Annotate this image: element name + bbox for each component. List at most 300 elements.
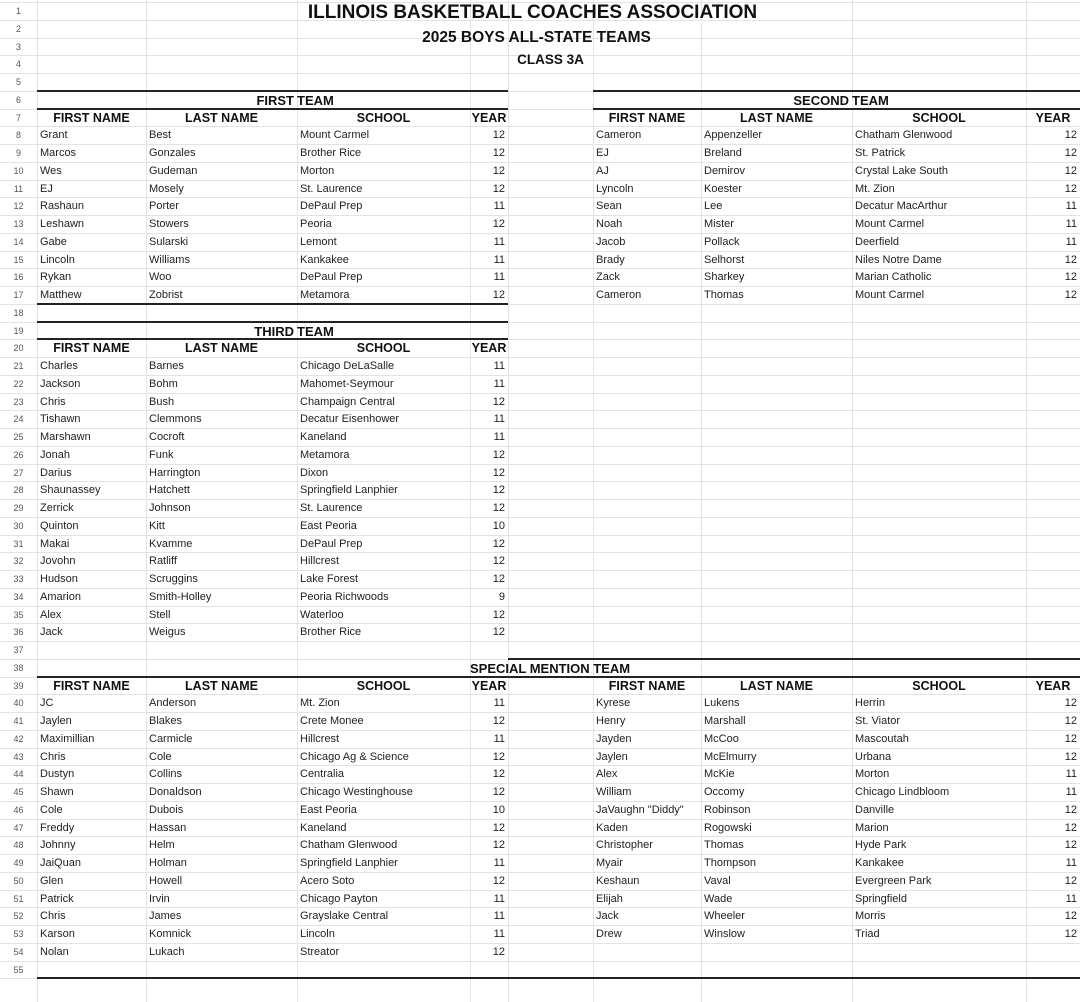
cell-last-name[interactable]: Demirov: [704, 164, 745, 177]
cell-last-name[interactable]: Koester: [704, 182, 742, 195]
cell-year[interactable]: 12: [492, 821, 505, 834]
cell-school[interactable]: Metamora: [300, 448, 350, 461]
cell-school[interactable]: Hillcrest: [300, 732, 340, 745]
row-number[interactable]: 47: [13, 822, 24, 833]
cell-first-name[interactable]: Lincoln: [40, 253, 75, 266]
cell-year[interactable]: 12: [492, 147, 505, 159]
cell-year[interactable]: 11: [493, 732, 505, 745]
cell-year[interactable]: 9: [498, 590, 505, 603]
third-team-label-suffix[interactable]: TEAM: [297, 323, 334, 339]
row-number[interactable]: 30: [13, 520, 24, 531]
cell-first-name[interactable]: Christopher: [596, 839, 653, 852]
cell-last-name[interactable]: McElmurry: [704, 750, 757, 763]
cell-year[interactable]: 11: [493, 235, 505, 248]
cell-last-name[interactable]: Occomy: [704, 786, 745, 798]
cell-year[interactable]: 12: [492, 874, 505, 887]
cell-first-name[interactable]: Tishawn: [40, 413, 81, 426]
cell-school[interactable]: Hyde Park: [855, 839, 907, 852]
cell-school[interactable]: Chicago Lindbloom: [855, 786, 950, 798]
cell-last-name[interactable]: Pollack: [704, 235, 740, 248]
column-header-first[interactable]: FIRST NAME: [53, 341, 130, 356]
cell-first-name[interactable]: Freddy: [40, 821, 75, 834]
cell-last-name[interactable]: Thomas: [704, 289, 744, 301]
row-number[interactable]: 12: [13, 201, 24, 212]
cell-school[interactable]: Morton: [300, 164, 335, 177]
cell-first-name[interactable]: EJ: [40, 182, 53, 195]
cell-last-name[interactable]: Irvin: [149, 892, 170, 905]
cell-year[interactable]: 12: [1064, 253, 1077, 266]
cell-last-name[interactable]: Smith-Holley: [149, 590, 212, 603]
cell-last-name[interactable]: Gonzales: [149, 147, 196, 159]
cell-year[interactable]: 12: [492, 537, 505, 550]
cell-last-name[interactable]: Wade: [704, 892, 733, 905]
row-number[interactable]: 16: [13, 272, 24, 283]
cell-last-name[interactable]: Breland: [704, 147, 742, 159]
cell-first-name[interactable]: Gabe: [40, 235, 67, 248]
cell-year[interactable]: 12: [492, 502, 505, 514]
cell-school[interactable]: St. Patrick: [855, 147, 906, 159]
cell-school[interactable]: Mascoutah: [855, 732, 909, 745]
row-number[interactable]: 15: [13, 254, 24, 265]
cell-year[interactable]: 12: [1064, 289, 1077, 301]
cell-first-name[interactable]: Jaylen: [596, 750, 628, 763]
cell-year[interactable]: 12: [492, 750, 505, 763]
cell-last-name[interactable]: Mosely: [149, 182, 184, 195]
cell-school[interactable]: Kaneland: [300, 821, 347, 834]
cell-year[interactable]: 11: [1065, 786, 1077, 798]
cell-year[interactable]: 12: [492, 466, 505, 479]
column-header-first[interactable]: FIRST NAME: [53, 110, 130, 125]
cell-last-name[interactable]: Bohm: [149, 377, 178, 390]
row-number[interactable]: 14: [13, 236, 24, 247]
cell-first-name[interactable]: Shaunassey: [40, 484, 101, 497]
cell-last-name[interactable]: Stowers: [149, 218, 189, 230]
column-header-school[interactable]: SCHOOL: [356, 341, 411, 356]
cell-year[interactable]: 12: [1064, 147, 1077, 159]
cell-school[interactable]: Dixon: [300, 466, 329, 479]
cell-year[interactable]: 11: [1065, 235, 1077, 248]
cell-year[interactable]: 11: [493, 697, 505, 710]
cell-school[interactable]: Marion: [855, 821, 889, 834]
cell-first-name[interactable]: Glen: [40, 874, 64, 887]
cell-school[interactable]: Lincoln: [300, 928, 335, 940]
cell-first-name[interactable]: Jacob: [596, 235, 626, 248]
cell-first-name[interactable]: Jack: [596, 910, 619, 923]
row-number[interactable]: 22: [13, 378, 24, 389]
column-header-year[interactable]: YEAR: [1035, 678, 1071, 693]
cell-last-name[interactable]: Harrington: [149, 466, 201, 479]
row-number[interactable]: 17: [13, 290, 24, 300]
cell-first-name[interactable]: Shawn: [40, 786, 74, 798]
cell-last-name[interactable]: Lukens: [704, 697, 740, 710]
cell-first-name[interactable]: Rashaun: [40, 200, 85, 213]
cell-year[interactable]: 12: [492, 768, 505, 781]
cell-year[interactable]: 12: [1064, 732, 1077, 745]
cell-school[interactable]: Grayslake Central: [300, 910, 389, 923]
cell-first-name[interactable]: Jayden: [596, 732, 632, 745]
cell-last-name[interactable]: Cole: [149, 750, 172, 763]
cell-year[interactable]: 11: [1065, 857, 1077, 869]
cell-year[interactable]: 11: [493, 413, 505, 426]
third-team-label[interactable]: THIRD: [254, 323, 294, 339]
cell-school[interactable]: Urbana: [855, 750, 892, 763]
cell-school[interactable]: Mt. Zion: [300, 697, 340, 710]
cell-first-name[interactable]: Karson: [40, 928, 75, 940]
cell-first-name[interactable]: Zerrick: [40, 502, 74, 514]
row-number[interactable]: 37: [13, 645, 24, 655]
row-number[interactable]: 2: [15, 23, 21, 34]
cell-school[interactable]: Chicago DeLaSalle: [300, 360, 395, 372]
column-header-last[interactable]: LAST NAME: [185, 678, 258, 693]
cell-year[interactable]: 11: [493, 253, 505, 266]
cell-school[interactable]: St. Laurence: [300, 502, 363, 514]
cell-last-name[interactable]: Rogowski: [704, 821, 752, 834]
cell-school[interactable]: Brother Rice: [300, 147, 362, 159]
cell-school[interactable]: Kankakee: [855, 857, 904, 869]
cell-school[interactable]: Crete Monee: [300, 715, 364, 727]
cell-year[interactable]: 10: [492, 803, 505, 816]
cell-school[interactable]: Morton: [855, 768, 890, 781]
cell-year[interactable]: 12: [492, 289, 505, 301]
cell-last-name[interactable]: Ratliff: [149, 555, 177, 568]
cell-first-name[interactable]: Cameron: [596, 129, 642, 142]
cell-school[interactable]: East Peoria: [300, 519, 357, 532]
column-header-last[interactable]: LAST NAME: [740, 110, 813, 125]
cell-first-name[interactable]: Johnny: [40, 839, 76, 852]
cell-last-name[interactable]: Porter: [149, 200, 179, 213]
cell-school[interactable]: Acero Soto: [300, 874, 355, 887]
cell-year[interactable]: 12: [1064, 182, 1077, 195]
cell-last-name[interactable]: Weigus: [149, 626, 186, 639]
cell-last-name[interactable]: Thomas: [704, 839, 744, 852]
row-number[interactable]: 6: [15, 94, 21, 105]
cell-year[interactable]: 12: [492, 164, 505, 177]
cell-school[interactable]: Lake Forest: [300, 573, 359, 585]
cell-year[interactable]: 12: [1064, 750, 1077, 763]
column-header-school[interactable]: SCHOOL: [912, 110, 966, 125]
cell-first-name[interactable]: Patrick: [40, 892, 74, 905]
cell-last-name[interactable]: Selhorst: [704, 253, 745, 266]
cell-first-name[interactable]: Elijah: [596, 892, 623, 905]
cell-first-name[interactable]: Noah: [596, 218, 623, 230]
column-header-first[interactable]: FIRST NAME: [53, 678, 130, 693]
row-number[interactable]: 8: [15, 130, 21, 141]
row-number[interactable]: 43: [13, 751, 24, 762]
cell-year[interactable]: 12: [1064, 874, 1077, 887]
row-number[interactable]: 42: [13, 733, 24, 744]
cell-last-name[interactable]: Vaval: [704, 874, 731, 887]
cell-year[interactable]: 11: [493, 928, 505, 940]
cell-year[interactable]: 10: [492, 519, 505, 532]
row-number[interactable]: 40: [13, 698, 24, 709]
cell-school[interactable]: Evergreen Park: [855, 874, 932, 887]
cell-first-name[interactable]: Chris: [40, 395, 66, 408]
cell-school[interactable]: Streator: [300, 945, 340, 958]
row-number[interactable]: 13: [13, 219, 24, 229]
cell-last-name[interactable]: Best: [149, 129, 172, 142]
cell-school[interactable]: Mahomet-Seymour: [300, 377, 394, 390]
cell-first-name[interactable]: Jonah: [40, 448, 70, 461]
column-header-last[interactable]: LAST NAME: [185, 341, 258, 356]
cell-last-name[interactable]: Thompson: [704, 857, 756, 869]
row-number[interactable]: 25: [13, 432, 24, 442]
row-number[interactable]: 18: [13, 307, 24, 318]
cell-year[interactable]: 12: [1064, 164, 1077, 177]
cell-first-name[interactable]: Kyrese: [596, 697, 631, 710]
cell-year[interactable]: 12: [1064, 821, 1077, 834]
row-number[interactable]: 51: [13, 893, 24, 904]
second-team-label-suffix[interactable]: TEAM: [852, 92, 889, 108]
row-number[interactable]: 24: [13, 414, 24, 425]
cell-school[interactable]: Kaneland: [300, 431, 347, 443]
cell-year[interactable]: 12: [1064, 715, 1077, 727]
cell-school[interactable]: Niles Notre Dame: [855, 253, 942, 266]
row-number[interactable]: 31: [13, 538, 24, 549]
cell-first-name[interactable]: Henry: [596, 715, 626, 727]
row-number[interactable]: 45: [13, 787, 24, 797]
cell-school[interactable]: Kankakee: [300, 253, 349, 266]
cell-first-name[interactable]: JaiQuan: [40, 857, 81, 869]
cell-year[interactable]: 12: [492, 448, 505, 461]
column-header-first[interactable]: FIRST NAME: [608, 678, 686, 693]
row-number[interactable]: 28: [13, 485, 24, 496]
column-header-year[interactable]: YEAR: [471, 341, 507, 356]
cell-year[interactable]: 12: [1064, 271, 1077, 284]
row-number[interactable]: 34: [13, 591, 24, 602]
cell-year[interactable]: 12: [492, 573, 505, 585]
cell-first-name[interactable]: Drew: [596, 928, 622, 940]
cell-year[interactable]: 12: [492, 129, 505, 142]
cell-first-name[interactable]: Nolan: [40, 945, 69, 958]
cell-year[interactable]: 12: [1064, 839, 1077, 852]
cell-last-name[interactable]: Williams: [149, 253, 190, 266]
cell-last-name[interactable]: Helm: [149, 839, 175, 852]
cell-last-name[interactable]: Kvamme: [149, 537, 193, 550]
row-number[interactable]: 4: [15, 59, 21, 70]
cell-school[interactable]: Chatham Glenwood: [300, 839, 398, 852]
cell-last-name[interactable]: Sularski: [149, 235, 189, 248]
column-header-school[interactable]: SCHOOL: [356, 110, 411, 125]
cell-last-name[interactable]: Marshall: [704, 715, 746, 727]
cell-last-name[interactable]: Bush: [149, 395, 175, 408]
cell-first-name[interactable]: Alex: [596, 768, 618, 781]
cell-first-name[interactable]: Brady: [596, 253, 625, 266]
cell-last-name[interactable]: James: [149, 910, 182, 923]
cell-school[interactable]: Mount Carmel: [855, 218, 925, 230]
row-number[interactable]: 9: [15, 148, 21, 158]
cell-school[interactable]: Morris: [855, 910, 886, 923]
cell-school[interactable]: Centralia: [300, 768, 345, 781]
column-header-year[interactable]: YEAR: [1035, 110, 1071, 125]
cell-last-name[interactable]: Howell: [149, 874, 183, 887]
cell-school[interactable]: Hillcrest: [300, 555, 340, 568]
cell-first-name[interactable]: Jackson: [40, 377, 81, 390]
row-number[interactable]: 52: [13, 911, 24, 922]
cell-school[interactable]: Springfield Lanphier: [300, 857, 398, 869]
row-number[interactable]: 35: [13, 609, 24, 620]
cell-last-name[interactable]: Stell: [149, 608, 171, 621]
row-number[interactable]: 50: [13, 875, 24, 886]
cell-last-name[interactable]: Barnes: [149, 360, 184, 372]
cell-school[interactable]: DePaul Prep: [300, 271, 363, 284]
cell-last-name[interactable]: Mister: [704, 218, 734, 230]
cell-first-name[interactable]: Myair: [596, 857, 623, 869]
cell-year[interactable]: 12: [492, 786, 505, 798]
cell-first-name[interactable]: JC: [40, 697, 54, 710]
cell-first-name[interactable]: Dustyn: [40, 768, 75, 781]
cell-school[interactable]: Marian Catholic: [855, 271, 932, 284]
cell-school[interactable]: Danville: [855, 803, 895, 816]
cell-school[interactable]: Deerfield: [855, 235, 900, 248]
cell-school[interactable]: Chatham Glenwood: [855, 129, 953, 142]
cell-last-name[interactable]: Clemmons: [149, 413, 202, 426]
cell-first-name[interactable]: Charles: [40, 360, 78, 372]
cell-school[interactable]: Mount Carmel: [855, 289, 925, 301]
cell-last-name[interactable]: Collins: [149, 768, 183, 781]
cell-year[interactable]: 12: [492, 218, 505, 230]
cell-first-name[interactable]: EJ: [596, 147, 609, 159]
column-header-last[interactable]: LAST NAME: [185, 110, 258, 125]
cell-first-name[interactable]: Cameron: [596, 289, 642, 301]
row-number[interactable]: 11: [13, 183, 24, 194]
cell-school[interactable]: Herrin: [855, 697, 885, 710]
special-mention-label[interactable]: SPECIAL MENTION TEAM: [470, 660, 631, 676]
cell-year[interactable]: 12: [492, 839, 505, 852]
cell-school[interactable]: Brother Rice: [300, 626, 362, 639]
cell-year[interactable]: 11: [493, 271, 505, 284]
cell-year[interactable]: 11: [1065, 200, 1077, 213]
cell-first-name[interactable]: Kaden: [596, 821, 628, 834]
cell-last-name[interactable]: Komnick: [149, 928, 192, 940]
row-number[interactable]: 10: [13, 165, 24, 176]
cell-school[interactable]: Peoria Richwoods: [300, 590, 389, 603]
row-number[interactable]: 41: [13, 716, 24, 726]
cell-school[interactable]: Springfield Lanphier: [300, 484, 398, 497]
cell-year[interactable]: 12: [492, 626, 505, 639]
cell-year[interactable]: 12: [492, 555, 505, 568]
cell-school[interactable]: DePaul Prep: [300, 537, 363, 550]
cell-first-name[interactable]: Lyncoln: [596, 182, 634, 195]
row-number[interactable]: 5: [15, 77, 21, 87]
cell-last-name[interactable]: Woo: [149, 271, 172, 284]
cell-school[interactable]: Crystal Lake South: [855, 164, 948, 177]
cell-school[interactable]: Metamora: [300, 289, 350, 301]
row-number[interactable]: 44: [13, 769, 24, 780]
row-number[interactable]: 20: [13, 343, 24, 354]
cell-first-name[interactable]: Marcos: [40, 147, 77, 159]
cell-last-name[interactable]: Lukach: [149, 945, 185, 958]
cell-year[interactable]: 12: [492, 608, 505, 621]
row-number[interactable]: 38: [13, 662, 24, 673]
cell-school[interactable]: Peoria: [300, 218, 332, 230]
cell-first-name[interactable]: AJ: [596, 164, 609, 177]
row-number[interactable]: 32: [13, 556, 24, 567]
cell-year[interactable]: 12: [1064, 803, 1077, 816]
cell-school[interactable]: Champaign Central: [300, 395, 395, 408]
cell-year[interactable]: 12: [492, 715, 505, 727]
cell-last-name[interactable]: Funk: [149, 448, 174, 461]
cell-last-name[interactable]: Donaldson: [149, 786, 202, 798]
cell-last-name[interactable]: Anderson: [149, 697, 197, 710]
cell-first-name[interactable]: Maximillian: [40, 732, 95, 745]
cell-first-name[interactable]: William: [596, 786, 632, 798]
row-number[interactable]: 3: [15, 41, 21, 52]
column-header-school[interactable]: SCHOOL: [912, 678, 966, 693]
cell-school[interactable]: Decatur MacArthur: [855, 200, 948, 213]
cell-year[interactable]: 12: [1064, 697, 1077, 710]
cell-school[interactable]: Chicago Payton: [300, 892, 378, 905]
cell-school[interactable]: Mount Carmel: [300, 129, 370, 142]
row-number[interactable]: 49: [13, 858, 24, 868]
cell-school[interactable]: Chicago Ag & Science: [300, 750, 409, 763]
first-team-label-suffix[interactable]: TEAM: [297, 92, 334, 108]
cell-first-name[interactable]: Jack: [40, 626, 63, 639]
cell-last-name[interactable]: Holman: [149, 857, 187, 869]
row-number[interactable]: 55: [13, 964, 24, 975]
cell-last-name[interactable]: Zobrist: [149, 289, 183, 301]
cell-first-name[interactable]: Rykan: [40, 271, 72, 284]
cell-last-name[interactable]: Gudeman: [149, 164, 198, 177]
row-number[interactable]: 1: [15, 6, 21, 16]
cell-first-name[interactable]: JaVaughn "Diddy": [596, 803, 684, 816]
row-number[interactable]: 54: [13, 946, 24, 957]
cell-year[interactable]: 11: [1065, 892, 1077, 905]
row-number[interactable]: 26: [13, 449, 24, 460]
cell-last-name[interactable]: McKie: [704, 768, 735, 781]
cell-last-name[interactable]: Wheeler: [704, 910, 745, 923]
row-number[interactable]: 19: [13, 325, 24, 336]
second-team-label[interactable]: SECOND: [793, 92, 849, 108]
row-number[interactable]: 27: [13, 467, 24, 478]
cell-last-name[interactable]: Winslow: [704, 928, 745, 940]
cell-school[interactable]: Springfield: [855, 892, 907, 905]
cell-first-name[interactable]: Chris: [40, 910, 66, 923]
row-number[interactable]: 29: [13, 503, 24, 513]
cell-year[interactable]: 11: [1065, 768, 1077, 781]
column-header-last[interactable]: LAST NAME: [740, 678, 813, 693]
cell-year[interactable]: 11: [493, 431, 505, 443]
cell-year[interactable]: 11: [493, 857, 505, 869]
cell-year[interactable]: 12: [1064, 910, 1077, 923]
row-number[interactable]: 33: [13, 574, 24, 584]
column-header-first[interactable]: FIRST NAME: [608, 110, 686, 125]
cell-first-name[interactable]: Amarion: [40, 590, 81, 603]
cell-school[interactable]: Decatur Eisenhower: [300, 413, 400, 426]
cell-last-name[interactable]: Carmicle: [149, 732, 193, 745]
cell-last-name[interactable]: Sharkey: [704, 271, 745, 284]
cell-first-name[interactable]: Zack: [596, 271, 620, 284]
cell-school[interactable]: St. Laurence: [300, 182, 363, 195]
row-number[interactable]: 7: [15, 112, 21, 123]
row-number[interactable]: 39: [13, 680, 24, 691]
cell-first-name[interactable]: Alex: [40, 608, 62, 621]
cell-year[interactable]: 11: [493, 892, 505, 905]
row-number[interactable]: 23: [13, 396, 24, 407]
column-header-year[interactable]: YEAR: [471, 110, 507, 125]
cell-last-name[interactable]: Kitt: [149, 519, 165, 532]
cell-school[interactable]: Lemont: [300, 235, 337, 248]
cell-first-name[interactable]: Grant: [40, 129, 68, 142]
cell-school[interactable]: East Peoria: [300, 803, 357, 816]
cell-last-name[interactable]: Appenzeller: [704, 129, 763, 142]
cell-first-name[interactable]: Hudson: [40, 573, 78, 585]
cell-school[interactable]: Triad: [855, 928, 880, 940]
row-number[interactable]: 48: [13, 840, 24, 851]
cell-last-name[interactable]: Blakes: [149, 715, 183, 727]
cell-school[interactable]: DePaul Prep: [300, 200, 363, 213]
cell-first-name[interactable]: Jaylen: [40, 715, 72, 727]
cell-last-name[interactable]: Johnson: [149, 502, 191, 514]
